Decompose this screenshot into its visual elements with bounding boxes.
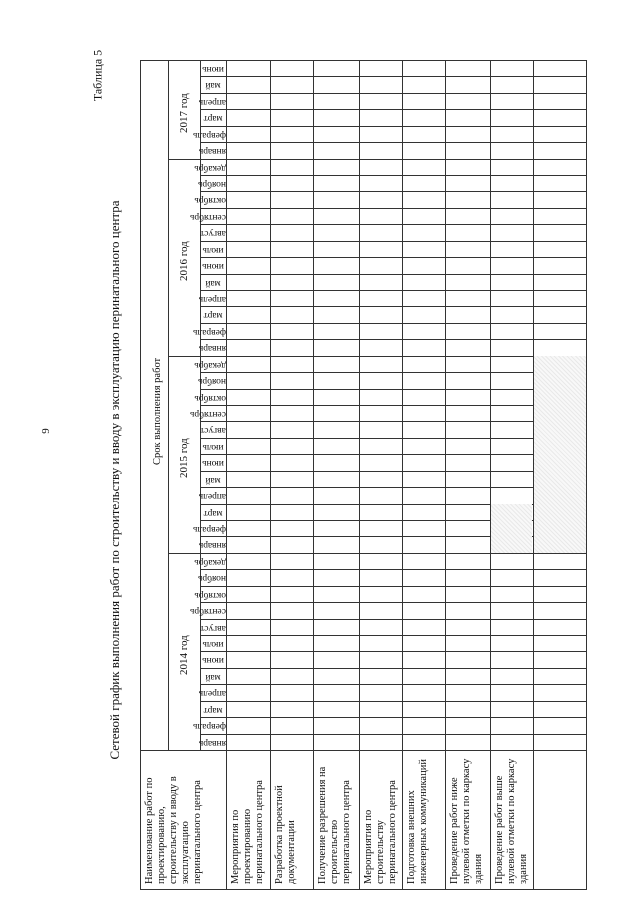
month-label-октябрь: октябрь [194, 393, 226, 403]
month-label-апрель: апрель [198, 491, 226, 501]
month-label-апрель: апрель [198, 294, 226, 304]
year-label: 2016 год [178, 241, 190, 281]
header-split [140, 750, 587, 751]
month-line [200, 619, 587, 620]
month-line [200, 93, 587, 94]
month-line [200, 175, 587, 176]
row-line [490, 60, 491, 890]
month-label-июль: июль [202, 245, 224, 255]
month-line [200, 701, 587, 702]
month-line [200, 586, 587, 587]
month-label-август: август [200, 623, 226, 633]
month-label-январь: январь [198, 343, 226, 353]
shade-above-zero [534, 356, 586, 553]
month-line [200, 60, 587, 61]
month-line [200, 257, 587, 258]
month-label-июль: июль [202, 639, 224, 649]
month-label-январь: январь [198, 540, 226, 550]
month-label-май: май [205, 672, 221, 682]
month-line [200, 241, 587, 242]
month-label-февраль: февраль [193, 130, 226, 140]
month-label-сентябрь: сентябрь [190, 606, 226, 616]
month-label-май: май [205, 278, 221, 288]
month-label-октябрь: октябрь [194, 590, 226, 600]
row-label: Проведение работ ниже нулевой отметки по каркасу здания [449, 758, 484, 884]
month-line [200, 438, 587, 439]
month-label-февраль: февраль [193, 721, 226, 731]
month-line [200, 454, 587, 455]
month-line [200, 553, 587, 554]
row-label: Разработка проектной документации [274, 785, 297, 884]
month-label-январь: январь [198, 146, 226, 156]
month-line [200, 290, 587, 291]
month-line [200, 126, 587, 127]
page-number: 9 [40, 428, 52, 434]
month-line [200, 76, 587, 77]
month-label-апрель: апрель [198, 688, 226, 698]
row-label: Мероприятия по строительству перинатального центра [363, 780, 398, 884]
month-line [200, 323, 587, 324]
month-line [200, 159, 587, 160]
month-label-май: май [205, 475, 221, 485]
month-line [200, 684, 587, 685]
name-header: Наименование работ по проектированию, строительству и вводу в эксплуатацию перинатального центра [144, 776, 203, 884]
row-line [359, 60, 360, 890]
month-label-апрель: апрель [198, 97, 226, 107]
month-line [200, 471, 587, 472]
month-line [200, 191, 587, 192]
month-label-июнь: июнь [202, 64, 224, 74]
schedule-header: Срок выполнения работ [152, 357, 163, 465]
year-line [168, 159, 200, 160]
month-line [200, 339, 587, 340]
month-line [200, 635, 587, 636]
month-label-март: март [203, 310, 223, 320]
month-line [200, 734, 587, 735]
month-label-март: март [203, 508, 223, 518]
month-line [200, 651, 587, 652]
month-label-сентябрь: сентябрь [190, 409, 226, 419]
year-line [168, 553, 200, 554]
month-label-октябрь: октябрь [194, 195, 226, 205]
table-label: Таблица 5 [90, 49, 105, 102]
month-line [200, 389, 587, 390]
month-label-ноябрь: ноябрь [198, 179, 226, 189]
year-line [168, 356, 200, 357]
year-split [168, 60, 169, 750]
month-line [200, 487, 587, 488]
month-label-декабрь: декабрь [194, 557, 226, 567]
year-label: 2017 год [178, 93, 190, 133]
row-line [270, 60, 271, 890]
month-label-август: август [200, 425, 226, 435]
month-line [200, 142, 587, 143]
month-label-февраль: февраль [193, 327, 226, 337]
month-line [200, 372, 587, 373]
row-label: Мероприятия по проектированию перинатального центра [230, 780, 265, 884]
month-label-август: август [200, 228, 226, 238]
month-label-январь: январь [198, 738, 226, 748]
month-line [200, 717, 587, 718]
month-line [200, 356, 587, 357]
year-label: 2015 год [178, 438, 190, 478]
month-line [200, 274, 587, 275]
month-label-сентябрь: сентябрь [190, 212, 226, 222]
year-label: 2014 год [178, 635, 190, 675]
month-label-июнь: июнь [202, 261, 224, 271]
month-label-декабрь: декабрь [194, 360, 226, 370]
month-label-ноябрь: ноябрь [198, 376, 226, 386]
month-line [200, 421, 587, 422]
year-line [168, 60, 200, 61]
row-line [313, 60, 314, 890]
month-label-март: март [203, 113, 223, 123]
month-line [200, 405, 587, 406]
row-label: Проведение работ выше нулевой отметки по каркасу здания [494, 758, 529, 884]
row-line [402, 60, 403, 890]
month-line [200, 668, 587, 669]
border-right [586, 60, 587, 890]
border-left [140, 60, 141, 890]
month-label-июль: июль [202, 442, 224, 452]
month-line [200, 208, 587, 209]
shade-below-zero [491, 504, 532, 553]
month-line [200, 109, 587, 110]
border-bottom [140, 889, 587, 890]
month-label-май: май [205, 80, 221, 90]
schedule-table [140, 60, 587, 890]
month-line [200, 224, 587, 225]
row-label: Подготовка внешних инженерных коммуникаций [406, 759, 429, 884]
month-line [200, 306, 587, 307]
row-line [445, 60, 446, 890]
month-label-июнь: июнь [202, 458, 224, 468]
month-label-декабрь: декабрь [194, 163, 226, 173]
month-label-ноябрь: ноябрь [198, 573, 226, 583]
month-label-март: март [203, 705, 223, 715]
month-label-февраль: февраль [193, 524, 226, 534]
row-line [226, 60, 227, 890]
month-line [200, 602, 587, 603]
month-label-июнь: июнь [202, 655, 224, 665]
table-title: Сетевой график выполнения работ по строительству и вводу в эксплуатацию перинатального центра [107, 200, 122, 760]
row-label: Получение разрешения на строительство перинатального центра [317, 766, 352, 884]
month-line [200, 569, 587, 570]
